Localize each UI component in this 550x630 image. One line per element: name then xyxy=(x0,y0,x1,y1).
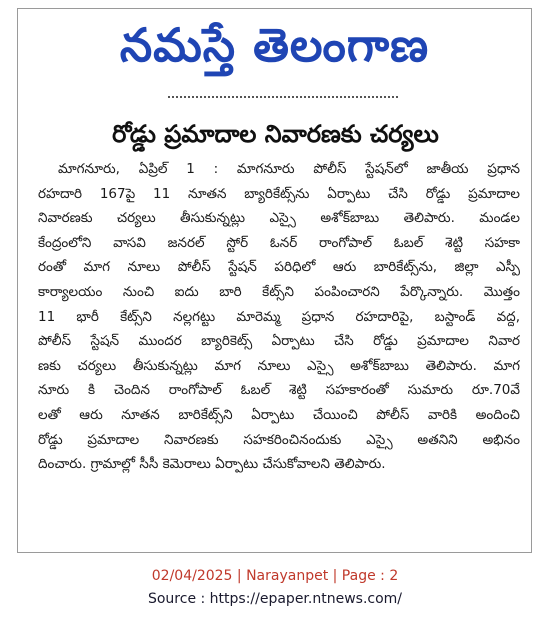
article-line: మాగనూరు, ఏప్రిల్ 1 : మాగనూరు పోలీస్ స్టేషన్‌లో జాతీయ ప్రధాన xyxy=(58,161,520,177)
article-line: కేంద్రంలోని వాసవి జనరల్ స్టోర్ ఓనర్ రాంగోపాల్ ఓబల్ శెట్టి సహకా xyxy=(38,234,520,251)
dateline-text: 02/04/2025 | Narayanpet | Page : 2 xyxy=(151,568,399,584)
masthead-logo: నమస్తే తెలంగాణ xyxy=(119,18,430,72)
source-line xyxy=(0,591,550,607)
article-line: 11 భారీ కేట్స్‌ని నల్లగట్టు మారెమ్మ ప్రధాన రహదారిపై, బస్టాండ్ వద్ద, xyxy=(38,308,520,325)
article-body xyxy=(38,157,520,477)
article-line: ణకు చర్యలు తీసుకున్నట్లు మాగ నూలు ఎస్సై అశోక్‌బాబు తెలిపారు. మాగ xyxy=(38,357,520,374)
article-headline: రోడ్డు ప్రమాదాల నివారణకు చర్యలు xyxy=(112,120,439,148)
article-line: పోలీస్ స్టేషన్ ముందర బ్యారికెట్స్ ఏర్పాటు చేసి రోడ్డు ప్రమాదాల నివార xyxy=(38,333,520,350)
article-line: రంతో మాగ నూలు పోలీస్ స్టేషన్ పరిధిలో ఆరు బారికేట్స్‌ను, జిల్లా ఎస్పీ xyxy=(38,259,520,276)
article-line: రోడ్డు ప్రమాదాల నివారణకు సహకరించినందుకు ఎస్సై అతనిని అభినం xyxy=(38,431,520,448)
edition-dateline xyxy=(0,568,550,584)
article-line: నూరు కి చెందిన రాంగోపాల్ ఓబల్ శెట్టి సహకారంతో సుమారు రూ.70వే xyxy=(38,382,520,399)
article-line: లతో ఆరు నూతన బారికేట్స్‌ని ఏర్పాటు చేయించి పోలీస్ వారికి అందించి xyxy=(38,406,520,423)
article-line: రహదారి 167పై 11 నూతన బ్యారికేట్స్‌ను ఏర్పాటు చేసి రోడ్డు ప్రమాదాల xyxy=(38,185,520,202)
source-text: Source : https://epaper.ntnews.com/ xyxy=(147,591,403,607)
article-line: దించారు. గ్రామాల్లో సీసీ కెమెరాలు ఏర్పాటు చేసుకోవాలని తెలిపారు. xyxy=(38,456,386,473)
clipping-cut-edge xyxy=(168,96,398,104)
newspaper-clipping xyxy=(17,8,532,553)
article-line: నివారణకు చర్యలు తీసుకున్నట్లు ఎస్సై అశోక్‌బాబు తెలిపారు. మండల xyxy=(38,210,520,227)
article-line: కార్యాలయం నుంచి ఐదు బారి కేట్స్‌ని పంపించారని పేర్కొన్నారు. మొత్తం xyxy=(38,283,520,300)
